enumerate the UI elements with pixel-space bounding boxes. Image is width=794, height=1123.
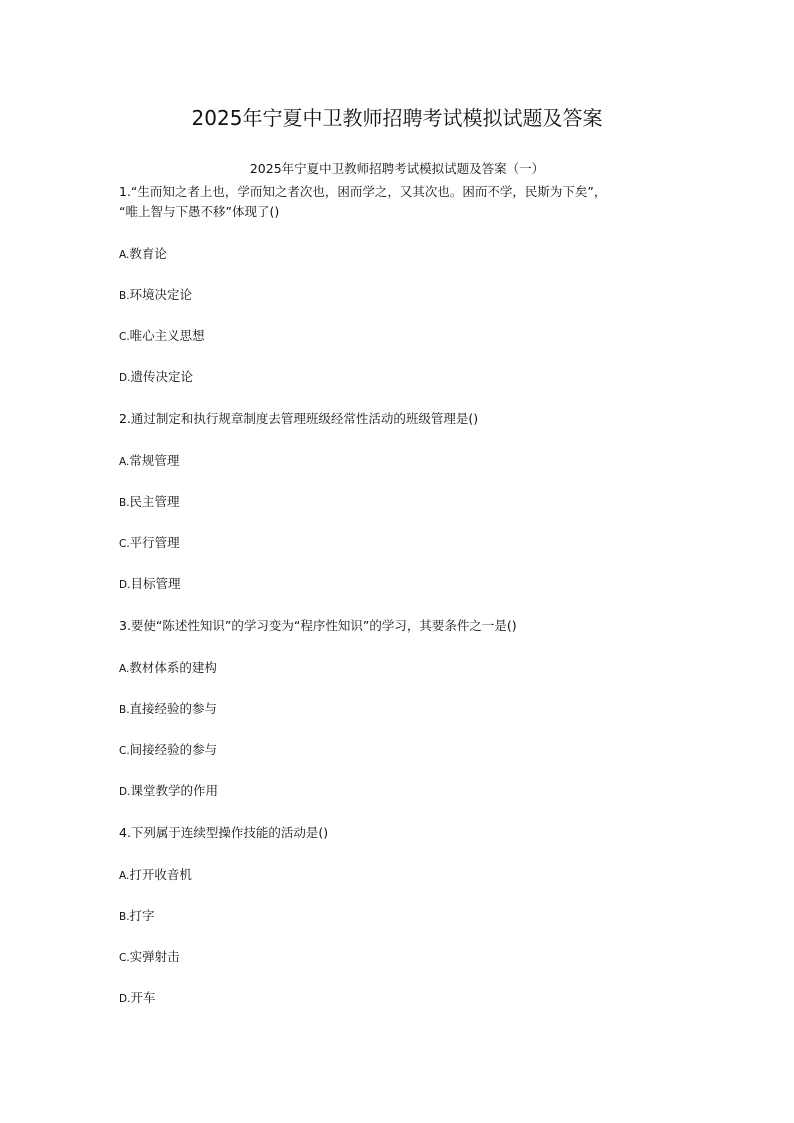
- question-stem: [119, 616, 679, 636]
- option-c: [119, 534, 679, 552]
- question-stem: [119, 182, 679, 222]
- option-letter: D.: [119, 993, 131, 1005]
- option-letter: A.: [119, 663, 130, 675]
- option-letter: B.: [119, 704, 130, 716]
- question-stem: [119, 409, 679, 429]
- option-c: [119, 741, 679, 759]
- question-text-line: “唯上智与下愚不移”体现了(): [119, 204, 280, 219]
- option-d: [119, 368, 679, 386]
- option-text: 间接经验的参与: [129, 742, 218, 757]
- option-b: [119, 907, 679, 925]
- question-text-line: 3.要使“陈述性知识”的学习变为“程序性知识”的学习，其要条件之一是(): [119, 618, 517, 633]
- option-d: [119, 575, 679, 593]
- question-stem: [119, 823, 679, 843]
- option-text: 打字: [129, 908, 155, 923]
- option-letter: D.: [119, 579, 131, 591]
- option-text: 常规管理: [129, 453, 180, 468]
- option-text: 实弹射击: [129, 949, 180, 964]
- option-d: [119, 782, 679, 800]
- question-1: [119, 182, 679, 386]
- question-text-line: 2.通过制定和执行规章制度去管理班级经常性活动的班级管理是(): [119, 411, 479, 426]
- option-b: [119, 493, 679, 511]
- option-letter: A.: [119, 456, 130, 468]
- question-2: [119, 409, 679, 593]
- option-c: [119, 948, 679, 966]
- option-text: 直接经验的参与: [129, 701, 218, 716]
- option-text: 目标管理: [130, 576, 181, 591]
- option-d: [119, 989, 679, 1007]
- option-letter: B.: [119, 911, 130, 923]
- question-3: [119, 616, 679, 800]
- document-subtitle: 2025年宁夏中卫教师招聘考试模拟试题及答案（一）: [249, 161, 545, 176]
- option-text: 唯心主义思想: [129, 328, 205, 343]
- question-text-line: 4.下列属于连续型操作技能的活动是(): [119, 825, 329, 840]
- option-letter: B.: [119, 497, 130, 509]
- option-text: 环境决定论: [129, 287, 193, 302]
- option-letter: C.: [119, 745, 130, 757]
- option-letter: D.: [119, 372, 131, 384]
- option-text: 课堂教学的作用: [130, 783, 218, 798]
- option-b: [119, 286, 679, 304]
- question-4: [119, 823, 679, 1007]
- option-letter: C.: [119, 331, 130, 343]
- option-c: [119, 327, 679, 345]
- option-a: [119, 659, 679, 677]
- document-title: 2025年宁夏中卫教师招聘考试模拟试题及答案: [191, 106, 603, 130]
- option-a: [119, 866, 679, 884]
- option-text: 开车: [130, 990, 156, 1005]
- question-text-line: 1.“生而知之者上也，学而知之者次也，困而学之，又其次也。困而不学，民斯为下矣”，: [119, 184, 607, 199]
- option-text: 平行管理: [129, 535, 180, 550]
- option-text: 打开收音机: [129, 867, 192, 882]
- option-text: 遗传决定论: [130, 369, 193, 384]
- option-letter: C.: [119, 952, 130, 964]
- option-b: [119, 700, 679, 718]
- option-letter: A.: [119, 249, 130, 261]
- option-text: 民主管理: [129, 494, 180, 509]
- option-letter: D.: [119, 786, 131, 798]
- option-a: [119, 245, 679, 263]
- question-list: [119, 182, 679, 1030]
- option-text: 教育论: [129, 246, 167, 261]
- option-letter: B.: [119, 290, 130, 302]
- option-text: 教材体系的建构: [129, 660, 217, 675]
- option-letter: C.: [119, 538, 130, 550]
- option-a: [119, 452, 679, 470]
- option-letter: A.: [119, 870, 130, 882]
